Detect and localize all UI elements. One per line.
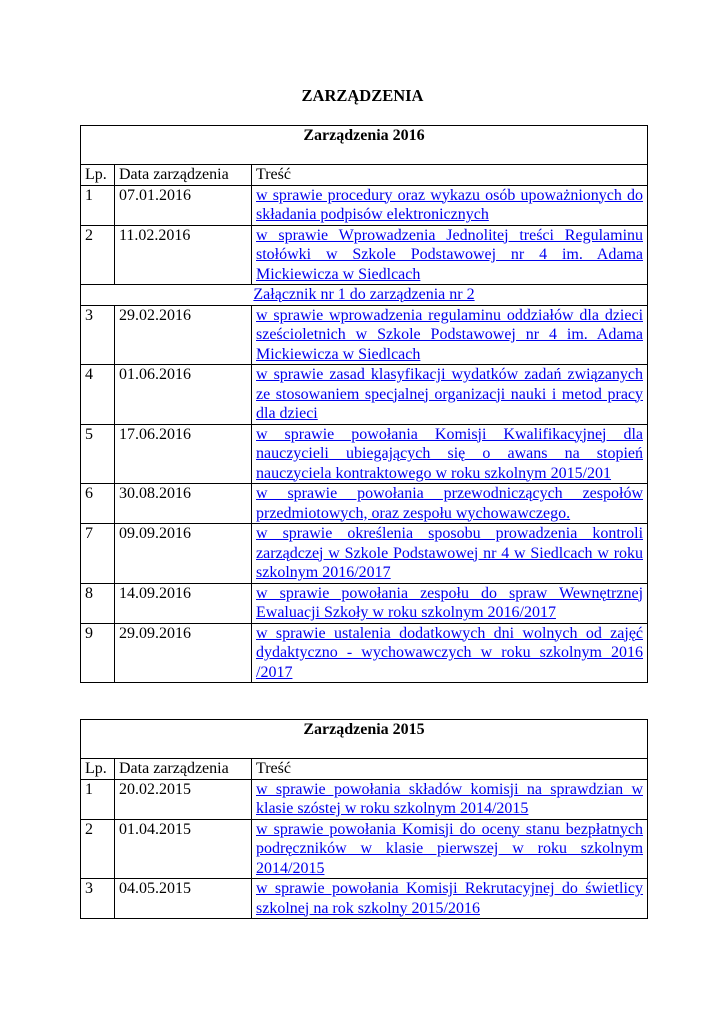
- row-number: 9: [81, 623, 115, 683]
- row-date: 09.09.2016: [115, 524, 252, 584]
- table-row: [81, 779, 648, 819]
- row-content: [252, 225, 648, 285]
- row-date: 01.06.2016: [115, 365, 252, 425]
- column-header-row: [81, 165, 648, 186]
- order-link[interactable]: w sprawie procedury oraz wykazu osób upoważnionych do składania podpisów elektronicznych: [256, 186, 644, 223]
- order-link[interactable]: w sprawie powołania Komisji Kwalifikacyjnej dla nauczycieli ubiegających się o awans na stopień nauczyciela kontraktowego w roku szkolnym 2015/201: [256, 425, 644, 482]
- table-row: [81, 623, 648, 683]
- row-content: [252, 424, 648, 484]
- table-heading-row: [81, 126, 648, 165]
- row-date: 29.02.2016: [115, 305, 252, 365]
- row-content: [252, 185, 648, 225]
- row-content: [252, 524, 648, 584]
- table-row: [81, 185, 648, 225]
- column-header-content: Treść: [252, 165, 648, 186]
- order-link[interactable]: w sprawie Wprowadzenia Jednolitej treści Regulaminu stołówki w Szkole Podstawowej nr 4 im. Adama Mickiewicza w Siedlcach: [256, 226, 644, 283]
- table-row: [81, 424, 648, 484]
- annex-row: [81, 285, 648, 306]
- row-number: 8: [81, 583, 115, 623]
- order-link[interactable]: w sprawie ustalenia dodatkowych dni wolnych od zajęć dydaktyczno - wychowawczych w roku szkolnym 2016 /2017: [256, 624, 644, 681]
- row-content: [252, 623, 648, 683]
- orders-table-2015: [80, 719, 648, 919]
- order-link[interactable]: w sprawie zasad klasyfikacji wydatków zadań związanych ze stosowaniem specjalnej organizacji nauki i metod pracy dla dzieci: [256, 366, 644, 422]
- row-date: 07.01.2016: [115, 185, 252, 225]
- column-header-lp: Lp.: [81, 759, 115, 780]
- order-link[interactable]: w sprawie powołania składów komisji na sprawdzian w klasie szóstej w roku szkolnym 2014/2015: [256, 780, 644, 817]
- table-heading-row: [81, 720, 648, 759]
- order-link[interactable]: w sprawie powołania zespołu do spraw Wewnętrznej Ewaluacji Szkoły w roku szkolnym 2016/2017: [256, 584, 644, 621]
- row-date: 04.05.2015: [115, 879, 252, 919]
- order-link[interactable]: w sprawie powołania Komisji do oceny stanu bezpłatnych podręczników w klasie pierwszej w roku szkolnym 2014/2015: [256, 820, 644, 877]
- row-number: 2: [81, 225, 115, 285]
- row-number: 2: [81, 819, 115, 879]
- column-header-content: Treść: [252, 759, 648, 780]
- annex-cell: [81, 285, 648, 306]
- column-header-date: Data zarządzenia: [115, 165, 252, 186]
- table-heading: Zarządzenia 2016: [81, 126, 648, 165]
- column-header-lp: Lp.: [81, 165, 115, 186]
- annex-link[interactable]: Załącznik nr 1 do zarządzenia nr 2: [253, 286, 475, 303]
- row-date: 29.09.2016: [115, 623, 252, 683]
- page-title: ZARZĄDZENIA: [301, 86, 424, 105]
- table-row: [81, 225, 648, 285]
- row-date: 17.06.2016: [115, 424, 252, 484]
- row-content: [252, 819, 648, 879]
- column-header-date: Data zarządzenia: [115, 759, 252, 780]
- table-row: [81, 305, 648, 365]
- row-date: 11.02.2016: [115, 225, 252, 285]
- orders-table-2016: [80, 125, 648, 683]
- table-row: [81, 583, 648, 623]
- row-number: 3: [81, 879, 115, 919]
- row-content: [252, 583, 648, 623]
- table-row: [81, 524, 648, 584]
- row-date: 14.09.2016: [115, 583, 252, 623]
- row-date: 30.08.2016: [115, 484, 252, 524]
- table-heading: Zarządzenia 2015: [81, 720, 648, 759]
- row-content: [252, 305, 648, 365]
- row-content: [252, 779, 648, 819]
- row-content: [252, 484, 648, 524]
- table-row: [81, 819, 648, 879]
- row-date: 01.04.2015: [115, 819, 252, 879]
- order-link[interactable]: w sprawie powołania przewodniczących zespołów przedmiotowych, oraz zespołu wychowawczego.: [256, 485, 644, 522]
- row-date: 20.02.2015: [115, 779, 252, 819]
- row-content: [252, 365, 648, 425]
- row-number: 1: [81, 779, 115, 819]
- order-link[interactable]: w sprawie określenia sposobu prowadzenia kontroli zarządczej w Szkole Podstawowej nr 4 w Siedlcach w roku szkolnym 2016/2017: [256, 525, 644, 581]
- table-row: [81, 365, 648, 425]
- row-number: 7: [81, 524, 115, 584]
- order-link[interactable]: w sprawie wprowadzenia regulaminu oddziałów dla dzieci sześcioletnich w Szkole Podstawowej nr 4 im. Adama Mickiewicza w Siedlcach: [256, 306, 644, 363]
- table-row: [81, 879, 648, 919]
- row-number: 4: [81, 365, 115, 425]
- row-number: 3: [81, 305, 115, 365]
- order-link[interactable]: w sprawie powołania Komisji Rekrutacyjnej do świetlicy szkolnej na rok szkolny 2015/2016: [256, 880, 644, 917]
- column-header-row: [81, 759, 648, 780]
- row-number: 1: [81, 185, 115, 225]
- table-row: [81, 484, 648, 524]
- row-number: 5: [81, 424, 115, 484]
- row-number: 6: [81, 484, 115, 524]
- row-content: [252, 879, 648, 919]
